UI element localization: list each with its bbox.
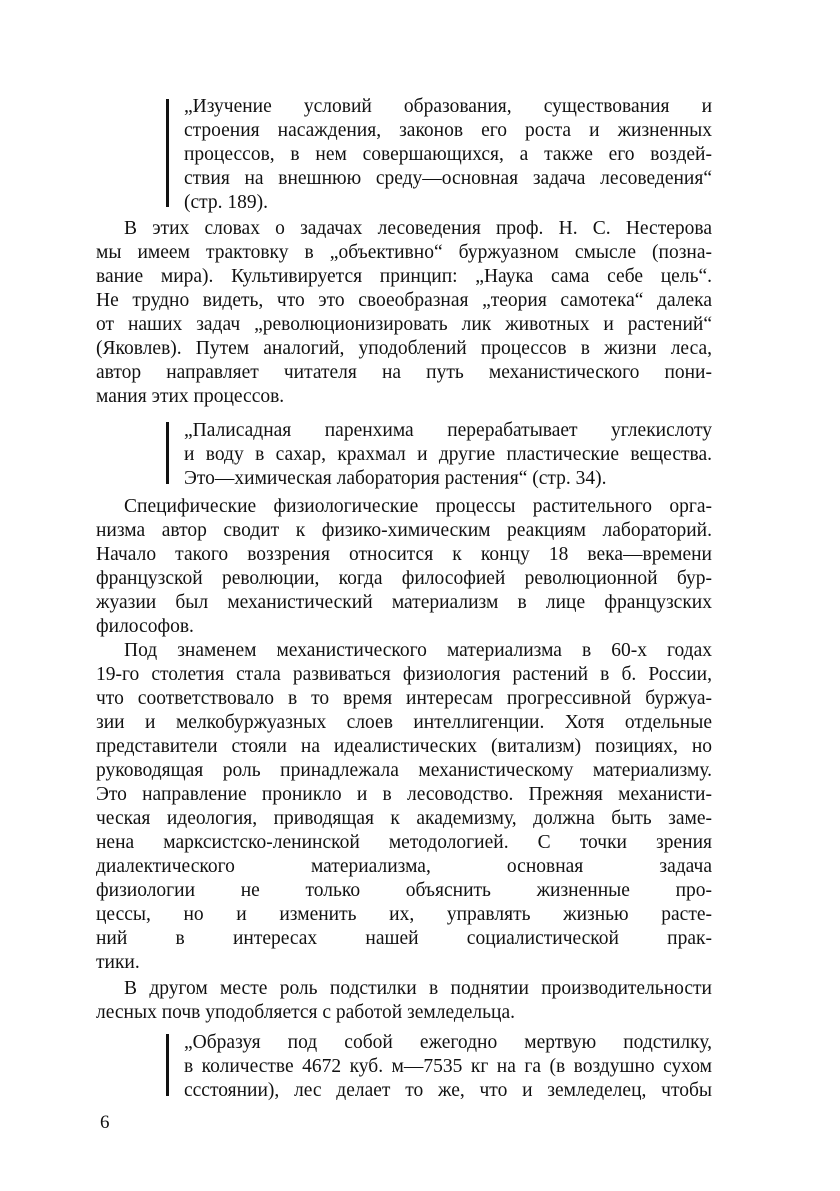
text-line: жуазии был механистический материализм в лице французских: [96, 592, 712, 613]
text-line: автор направляет читателя на путь механистического пони-: [96, 362, 712, 383]
text-line: представители стояли на идеалистических (витализм) позициях, но: [96, 736, 712, 757]
quote-line: ссстоянии), лес делает то же, что и земледелец, чтобы: [184, 1080, 712, 1101]
quote-line: процессов, в нем совершающихся, а также его воздей-: [184, 144, 712, 165]
text-line: В этих словах о задачах лесоведения проф. Н. С. Нестерова: [124, 218, 712, 239]
quote-line: и воду в сахар, крахмал и другие пластические вещества.: [184, 444, 712, 465]
text-line: вание мира). Культивируется принцип: „Наука сама себе цель“.: [96, 266, 712, 287]
quote-line: „Образуя под собой ежегодно мертвую подстилку,: [184, 1032, 712, 1053]
text-line: руководящая роль принадлежала механистическому материализму.: [96, 760, 712, 781]
text-line: от наших задач „революционизировать лик животных и растений“: [96, 314, 712, 335]
text-line: диалектического материализма, основная задача: [96, 856, 712, 877]
text-line: ний в интересах нашей социалистической прак-: [96, 928, 712, 949]
text-line: Не трудно видеть, что это своеобразная „теория самотека“ далека: [96, 290, 712, 311]
text-line: мания этих процессов.: [96, 386, 285, 407]
quote-line: строения насаждения, законов его роста и жизненных: [184, 120, 712, 141]
text-line: Это направление проникло и в лесоводство. Прежняя механисти-: [96, 784, 712, 805]
text-line: Специфические физиологические процессы растительного орга-: [124, 496, 712, 517]
quote-line: (стр. 189).: [184, 192, 269, 213]
text-line: физиологии не только объяснить жизненные про-: [96, 880, 712, 901]
quote-bar: [166, 422, 169, 484]
quote-bar: [166, 1034, 169, 1096]
text-line: ческая идеология, приводящая к академизму, должна быть заме-: [96, 808, 712, 829]
text-line: Начало такого воззрения относится к концу 18 века—времени: [96, 544, 712, 565]
text-line: мы имеем трактовку в „объективно“ буржуазном смысле (позна-: [96, 242, 712, 263]
text-line: цессы, но и изменить их, управлять жизнью расте-: [96, 904, 712, 925]
text-line: В другом месте роль подстилки в поднятии производительности: [124, 978, 712, 999]
text-line: низма автор сводит к физико-химическим реакциям лабораторий.: [96, 520, 712, 541]
page-number: 6: [100, 1112, 110, 1133]
text-line: лесных почв уподобляется с работой земледельца.: [96, 1002, 516, 1023]
quote-line: ствия на внешнюю среду—основная задача лесоведения“: [184, 168, 712, 189]
text-line: 19-го столетия стала развиваться физиология растений в б. России,: [96, 664, 712, 685]
text-line: зии и мелкобуржуазных слоев интеллигенции. Хотя отдельные: [96, 712, 712, 733]
text-line: тики.: [96, 952, 140, 973]
text-line: нена марксистско-ленинской методологией. С точки зрения: [96, 832, 712, 853]
text-line: что соответствовало в то время интересам прогрессивной буржуа-: [96, 688, 712, 709]
quote-bar: [166, 99, 169, 207]
quote-line: „Изучение условий образования, существования и: [184, 96, 712, 117]
text-line: французской революции, когда философией революционной бур-: [96, 568, 712, 589]
text-line: Под знаменем механистического материализма в 60-х годах: [124, 640, 712, 661]
quote-line: „Палисадная паренхима перерабатывает углекислоту: [184, 420, 712, 441]
text-line: философов.: [96, 616, 194, 637]
text-line: (Яковлев). Путем аналогий, уподоблений процессов в жизни леса,: [96, 338, 712, 359]
quote-line: Это—химическая лаборатория растения“ (стр. 34).: [184, 468, 607, 489]
quote-line: в количестве 4672 куб. м—7535 кг на га (в воздушно сухом: [184, 1056, 712, 1077]
